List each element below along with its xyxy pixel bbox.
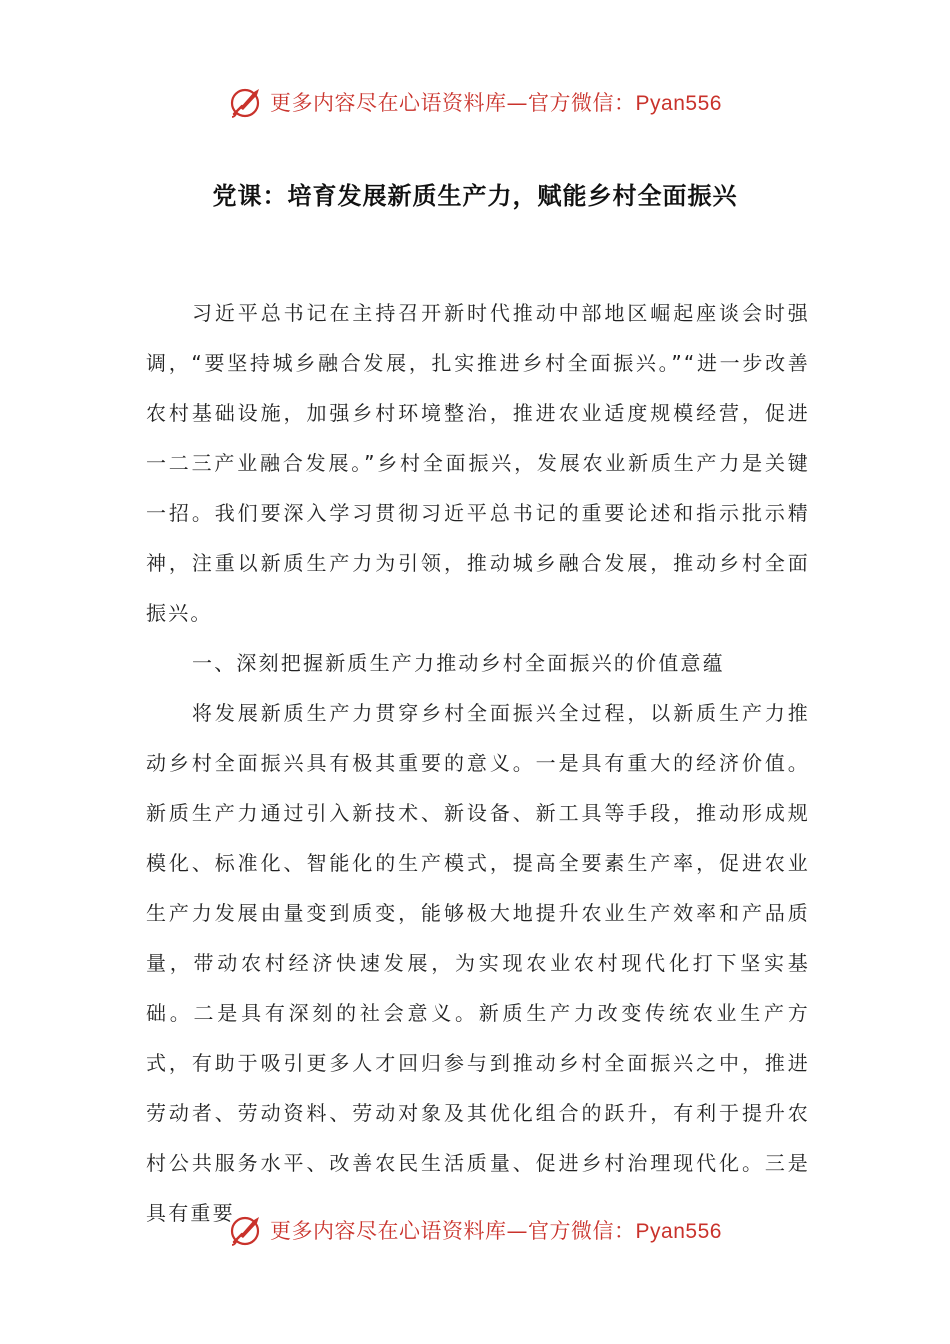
footer-banner xyxy=(0,1208,950,1252)
paragraph-intro: 习近平总书记在主持召开新时代推动中部地区崛起座谈会时强调，“要坚持城乡融合发展，扎实推进乡村全面振兴。”“进一步改善农村基础设施，加强乡村环境整治，推进农业适度规模经营，促进一二三产业融合发展。”乡村全面振兴，发展农业新质生产力是关键一招。我们要深入学习贯彻习近平总书记的重要论述和指示批示精神，注重以新质生产力为引领，推动城乡融合发展，推动乡村全面振兴。 xyxy=(146,301,810,625)
banner-wechat-id: Pyan556 xyxy=(635,92,722,115)
pen-logo-icon xyxy=(228,1212,264,1248)
paragraph-section-1: 将发展新质生产力贯穿乡村全面振兴全过程，以新质生产力推动乡村全面振兴具有极其重要的意义。一是具有重大的经济价值。新质生产力通过引入新技术、新设备、新工具等手段，推动形成规模化、标准化、智能化的生产模式，提高全要素生产率，促进农业生产力发展由量变到质变，能够极大地提升农业生产效率和产品质量，带动农村经济快速发展，为实现农业农村现代化打下坚实基础。二是具有深刻的社会意义。新质生产力改变传统农业生产方式，有助于吸引更多人才回归参与到推动乡村全面振兴之中，推进劳动者、劳动资料、劳动对象及其优化组合的跃升，有利于提升农村公共服务水平、改善农民生活质量、促进乡村治理现代化。三是具有重要 xyxy=(146,701,810,1225)
banner-label: 更多内容尽在心语资料库—官方微信： xyxy=(270,91,636,115)
banner-text xyxy=(270,1215,722,1245)
pen-logo-icon xyxy=(228,84,264,120)
section-heading-1: 一、深刻把握新质生产力推动乡村全面振兴的价值意蕴 xyxy=(192,651,725,675)
document-body xyxy=(146,288,810,1238)
banner-wechat-id: Pyan556 xyxy=(635,1220,722,1243)
header-banner xyxy=(0,80,950,124)
document-title: 党课：培育发展新质生产力，赋能乡村全面振兴 xyxy=(212,182,738,210)
banner-label: 更多内容尽在心语资料库—官方微信： xyxy=(270,1219,636,1243)
banner-text xyxy=(270,87,722,117)
